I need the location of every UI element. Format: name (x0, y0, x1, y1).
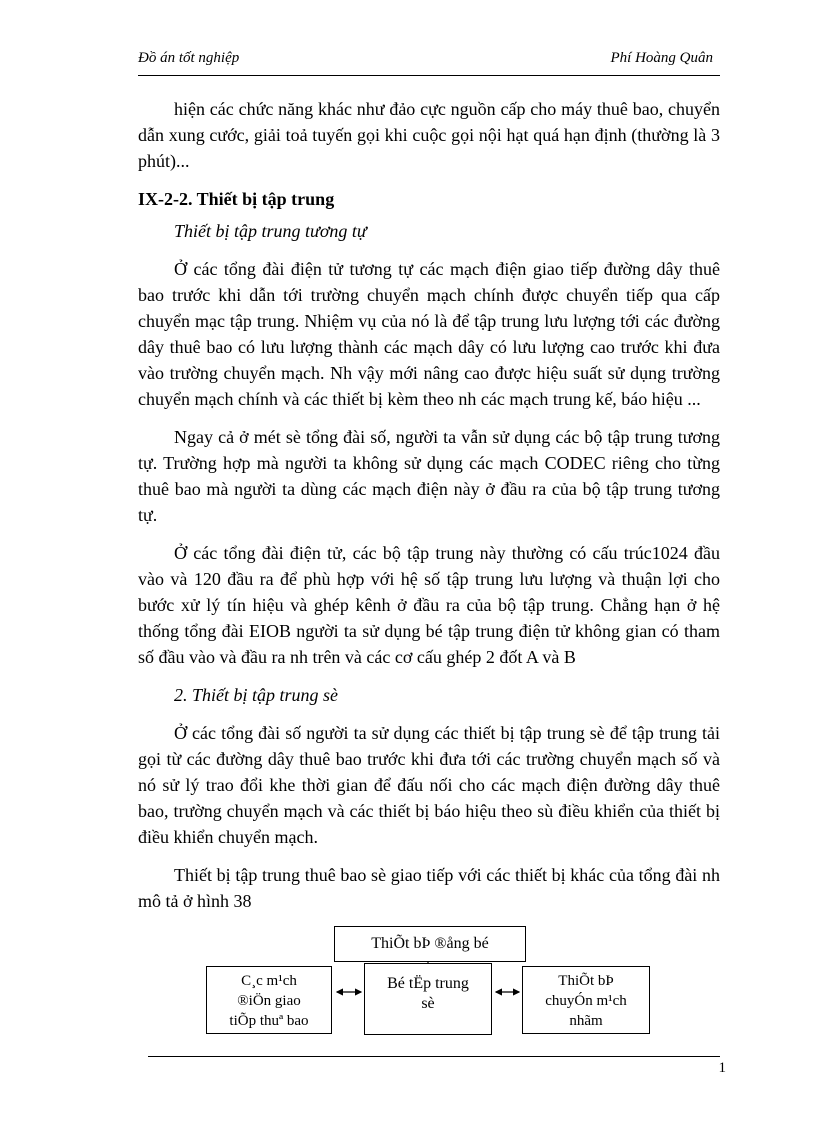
header-left: Đồ án tốt nghiệp (138, 50, 240, 66)
subheading-digital: 2. Thiết bị tập trung sè (174, 685, 339, 705)
sync-device-box: ThiÕt bÞ ®ång bé (334, 926, 526, 962)
left-box-line-1: C¸c m¹ch (241, 973, 297, 989)
left-box-line-2: ®iÖn giao (237, 993, 301, 1009)
paragraph-1: hiện các chức năng khác như đảo cực nguồn cấp cho máy thuê bao, chuyển dẫn xung cước, giải toả tuyến gọi khi cuộc gọi nội hạt quá hạn định (thường là 3 phút)... (138, 99, 720, 171)
right-box-line-3: nhãm (569, 1013, 603, 1029)
concentrator-box (364, 963, 492, 1035)
section-heading: IX-2-2. Thiết bị tập trung (138, 189, 335, 209)
header-right: Phí Hoàng Quân (610, 50, 713, 66)
left-box-line-3: tiÕp thuª bao (229, 1013, 309, 1029)
right-box-line-2: chuyÓn m¹ch (545, 993, 627, 1009)
paragraph-4: Ở các tổng đài điện tử, các bộ tập trung này thường có cấu trúc1024 đầu vào và 120 đầu ra để phù hợp với hệ số tập trung lưu lượng và thuận lợi cho bước xử lý tín hiệu và ghép kênh ở đầu ra của bộ tập trung. Chẳng hạn ở hệ thống tổng đài EIOB người ta sử dụng bé tập trung điện tử không gian có tham số đầu vào và đầu ra nh trên và các cơ cấu ghép 2 đốt A và B (138, 543, 720, 667)
mid-box-line-1: Bé tËp trung (387, 975, 469, 992)
mid-box-line-2: sè (421, 995, 435, 1012)
paragraph-6: Thiết bị tập trung thuê bao sè giao tiếp với các thiết bị khác của tổng đài nh mô tả ở hình 38 (138, 865, 720, 911)
page-number: 1 (718, 1060, 726, 1076)
right-box-line-1: ThiÕt bÞ (558, 973, 614, 989)
paragraph-2: Ở các tổng đài điện tử tương tự các mạch điện giao tiếp đường dây thuê bao trước khi dẫn tới trường chuyển mạch chính được chuyển tiếp qua cấp chuyển mạc tập trung. Nhiệm vụ của nó là để tập trung lưu lượng tới các đường dây thuê bao có lưu lượng thành các mạch dây có lưu lượng cao trước khi đưa vào trường chuyển mạch. Nh vậy mới nâng cao được hiệu suất sử dụng trường chuyển mạch chính và các thiết bị kèm theo nh các mạch trung kế, báo hiệu ... (138, 259, 720, 409)
paragraph-3: Ngay cả ở mét sè tổng đài số, người ta vẫn sử dụng các bộ tập trung tương tự. Trường hợp mà người ta không sử dụng các mạch CODEC riêng cho từng thuê bao mà người ta dùng các mạch điện này ở đầu ra của bộ tập trung tương tự. (138, 427, 720, 525)
group-switch-box (522, 966, 650, 1034)
footer-rule (148, 1056, 720, 1057)
paragraph-5: Ở các tổng đài số người ta sử dụng các thiết bị tập trung sè để tập trung tải gọi từ các đường dây thuê bao trước khi đưa tới các trường chuyển mạch số và nó sử lý trao đổi khe thời gian để đấu nối cho các mạch điện đường dây thuê bao, trường chuyển mạch và các thiết bị báo hiệu theo sù điều khiển của thiết bị điều khiển chuyển mạch. (138, 723, 720, 847)
subheading-analog: Thiết bị tập trung tương tự (174, 221, 367, 241)
subscriber-interface-box (206, 966, 332, 1034)
